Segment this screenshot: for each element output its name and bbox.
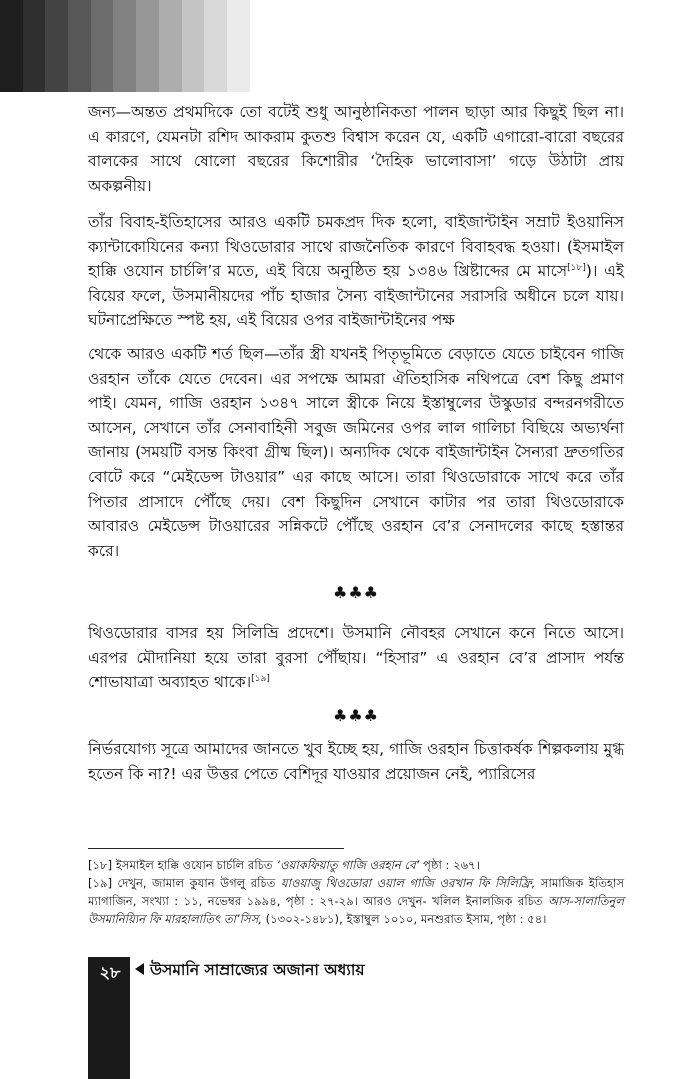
footnote-divider (88, 848, 344, 849)
footnote-19-prefix: [১৯] দেখুন, জামাল কুযান উগলু রচিত (88, 876, 276, 890)
footnote-19-title-1: যাওয়াজু থিওডোরা ওয়াল গাজি ওরখান ফি সিলিফ্রি, (280, 876, 536, 890)
gradient-swatch-4 (68, 0, 91, 92)
page-number: ২৮ (99, 963, 121, 982)
paragraph-1-text: জন্য—অন্তত প্রথমদিকে তো বটেই শুধু আনুষ্ঠানিকতা পালন ছাড়া আর কিছুই ছিল না। এ কারণে, যেমনটা রশিদ আকরাম কুতশু বিশ্বাস করেন যে, একটি এগারো-বারো বছরের বালকের সাথে ষোলো বছরের কিশোরীর ‘দৈহিক ভালোবাসা’ গড়ে উঠাটা প্রায় অকল্পনীয়। (88, 103, 624, 195)
footnote-19-middle: সামাজিক ইতিহাস ম্যাগাজিন, সংখ্যা : ১১, নভেম্বর ১৯৯৪, পৃষ্ঠা : ২৭-২৯। আরও দেখুন- খলিল ইনালজিক রচিত (88, 876, 625, 908)
paragraph-2-text-a: তাঁর বিবাহ-ইতিহাসের আরও একটি চমকপ্রদ দিক হলো, বাইজান্টাইন সম্রাট ইওয়ানিস ক্যান্টাকোযিনের কন্যা থিওডোরার সাথে রাজনৈতিক কারণে বিবাহবদ্ধ হওয়া। (ইসমাইল হাক্কি ওযোন চার্চলি’র মতে, এই বিয়ে অনুষ্ঠিত হয় ১৩৪৬ খ্রিষ্টাব্দের মে মাসে (88, 213, 624, 281)
paragraph-4-text (88, 621, 624, 695)
grayscale-calibration-bar (0, 0, 250, 92)
paragraph-2-text (88, 210, 624, 333)
gradient-swatch-1 (0, 0, 23, 92)
footnote-18 (88, 856, 624, 874)
footnote-ref-19[interactable]: [১৯] (251, 674, 270, 685)
paragraph-4-text-a: থিওডোরার বাসর হয় সিলিভ্রি প্রদেশে। উসমানি নৌবহর সেখানে কনে নিতে আসে। এরপর মৌদানিয়া হয়ে তারা বুরসা পৌঁছায়। “হিসার” এ ওরহান বে’র প্রাসাদ পর্যন্ত শোভাযাত্রা অব্যাহত থাকে। (88, 624, 624, 692)
gradient-swatch-5 (91, 0, 114, 92)
footnote-19-title-2: আস-সালাতিনুল উসমানিয়্যিন ফি মারহালাতিৎ তা’সিস, (88, 894, 624, 926)
paragraph-3-text: থেকে আরও একটি শর্ত ছিল—তাঁর স্ত্রী যখনই পিতৃভূমিতে বেড়াতে যেতে চাইবেন গাজি ওরহান তাঁকে যেতে দেবেন। এর সপক্ষে আমরা ঐতিহাসিক নথিপত্রে বেশ কিছু প্রমাণ পাই। যেমন, গাজি ওরহান ১৩৪৭ সালে স্ত্রীকে নিয়ে ইস্তাম্বুলের উস্কুডার বন্দরনগরীতে আসেন, সেখানে তাঁর সেনাবাহিনী সবুজ জমিনের ওপর লাল গালিচা বিছিয়ে অভ্যর্থনা জানায় (সময়টি বসন্ত কিংবা গ্রীষ্ম ছিল)। অন্যদিক থেকে বাইজান্টাইন সৈন্যরা দ্রুতগতির বোটে করে “মেইডেন্স টাওয়ার” এর কাছে আসে। তারা থিওডোরাকে সাথে করে তাঁর পিতার প্রাসাদে পৌঁছে দেয়। বেশ কিছুদিন সেখানে কাটার পর তারা থিওডোরাকে আবারও মেইডেন্স টাওয়ারের সন্নিকটে পৌঁছে ওরহান বে’র সেনাদলের কাছে হস্তান্তর করে। (88, 345, 624, 560)
paragraph-2 (88, 210, 624, 333)
section-divider: ♣♣♣ (332, 583, 380, 602)
arrow-left-icon (135, 963, 144, 975)
footnote-19 (88, 874, 624, 928)
section-divider: ♣♣♣ (332, 706, 380, 725)
gradient-swatch-11 (227, 0, 250, 92)
gradient-swatch-2 (23, 0, 46, 92)
footnote-18-prefix: [১৮] ইসমাইল হাক্কি ওযোন চার্চলি রচিত (88, 858, 273, 872)
paragraph-2-text-b: )। এই বিয়ের ফলে, উসমানীয়দের পাঁচ হাজার সৈন্য বাইজান্টানের সরাসরি অধীনে চলে যায়। ঘটনাপ্রেক্ষিতে স্পষ্ট হয়, এই বিয়ের ওপর বাইজান্টাইনের পক্ষ (88, 262, 624, 330)
gradient-swatch-6 (113, 0, 136, 92)
paragraph-4 (88, 621, 624, 695)
gradient-swatch-8 (159, 0, 182, 92)
footnote-19-suffix: (১৩০২-১৪৮১), ইস্তাম্বুল ১০১০, মনশুরাত ইসাম, পৃষ্ঠা : ৫৪। (265, 912, 547, 926)
gradient-swatch-3 (45, 0, 68, 92)
paragraph-3 (88, 342, 624, 563)
footnote-ref-18[interactable]: [১৮] (567, 263, 586, 274)
gradient-swatch-7 (136, 0, 159, 92)
gradient-swatch-10 (204, 0, 227, 92)
footnote-18-title: ‘ওয়াকফিয়াতু গাজি ওরহান বে’ (276, 858, 420, 872)
paragraph-5 (88, 737, 624, 786)
gradient-swatch-9 (182, 0, 205, 92)
footnotes (88, 856, 624, 928)
paragraph-1 (88, 100, 624, 198)
paragraph-5-text: নির্ভরযোগ্য সূত্রে আমাদের জানতে খুব ইচ্ছে হয়, গাজি ওরহান চিত্তাকর্ষক শিল্পকলায় মুগ্ধ হতেন কি না?! এর উত্তর পেতে বেশিদূর যাওয়ার প্রয়োজন নেই, প্যারিসের (88, 740, 624, 783)
footnote-18-suffix: পৃষ্ঠা : ২৬৭। (423, 858, 480, 872)
running-title: উসমানি সাম্রাজ্যের অজানা অধ্যায় (150, 961, 365, 979)
